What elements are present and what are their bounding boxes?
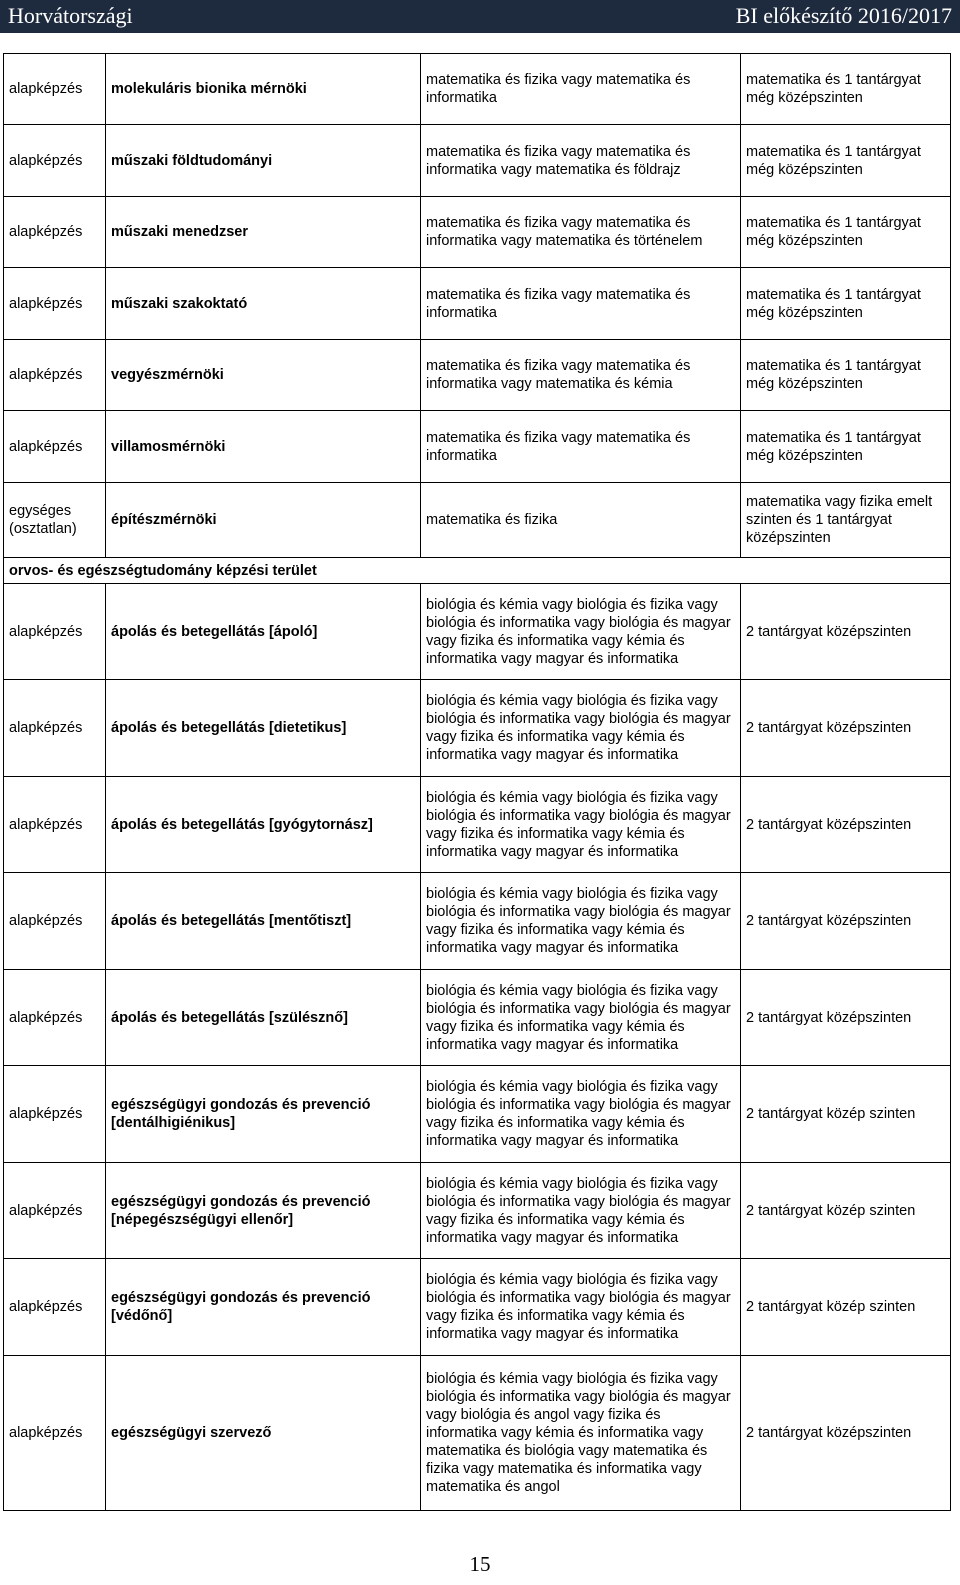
program-name-cell: egészségügyi szervező [106, 1356, 421, 1511]
subjects-cell: biológia és kémia vagy biológia és fizika vagy biológia és informatika vagy biológia és magyar vagy fizika és informatika vagy kémia és informatika vagy magyar és informatika [421, 1066, 741, 1163]
table-row [4, 197, 951, 268]
section-title: orvos- és egészségtudomány képzési terület [4, 558, 951, 584]
program-name-cell: villamosmérnöki [106, 411, 421, 483]
level-cell: alapképzés [4, 680, 106, 777]
page-number: 15 [469, 1552, 491, 1576]
subjects-cell: matematika és fizika vagy matematika és informatika [421, 268, 741, 340]
program-name-cell: ápolás és betegellátás [szülésznő] [106, 970, 421, 1066]
level-cell: alapképzés [4, 777, 106, 873]
program-name-cell: műszaki szakoktató [106, 268, 421, 340]
subjects-cell: biológia és kémia vagy biológia és fizika vagy biológia és informatika vagy biológia és magyar vagy fizika és informatika vagy kémia és informatika vagy magyar és informatika [421, 584, 741, 680]
program-name-cell: egészségügyi gondozás és prevenció [dentálhigiénikus] [106, 1066, 421, 1163]
level-cell: alapképzés [4, 1163, 106, 1259]
table-row [4, 483, 951, 558]
program-name-cell: molekuláris bionika mérnöki [106, 54, 421, 125]
table-row [4, 1356, 951, 1511]
table-row [4, 340, 951, 411]
requirement-cell: 2 tantárgyat közép szinten [741, 1163, 951, 1259]
requirement-cell: matematika és 1 tantárgyat még középszinten [741, 268, 951, 340]
requirement-cell: 2 tantárgyat közép szinten [741, 1066, 951, 1163]
program-name-cell: ápolás és betegellátás [gyógytornász] [106, 777, 421, 873]
level-cell: alapképzés [4, 340, 106, 411]
subjects-cell: matematika és fizika vagy matematika és informatika vagy matematika és történelem [421, 197, 741, 268]
requirement-cell: 2 tantárgyat középszinten [741, 1356, 951, 1511]
requirement-cell: matematika és 1 tantárgyat még középszinten [741, 411, 951, 483]
subjects-cell: matematika és fizika [421, 483, 741, 558]
subjects-cell: biológia és kémia vagy biológia és fizika vagy biológia és informatika vagy biológia és magyar vagy biológia és angol vagy fizika és informatika vagy kémia és informatika vagy matematika és biológia vagy matematika és fizika vagy matematika és informatika vagy matematika és angol [421, 1356, 741, 1511]
table-row [4, 54, 951, 125]
program-name-cell: építészmérnöki [106, 483, 421, 558]
level-cell: alapképzés [4, 1066, 106, 1163]
level-cell: alapképzés [4, 125, 106, 197]
subjects-cell: biológia és kémia vagy biológia és fizika vagy biológia és informatika vagy biológia és magyar vagy fizika és informatika vagy kémia és informatika vagy magyar és informatika [421, 1259, 741, 1356]
table-row [4, 680, 951, 777]
subjects-cell: matematika és fizika vagy matematika és informatika [421, 54, 741, 125]
requirement-cell: 2 tantárgyat középszinten [741, 777, 951, 873]
program-name-cell: ápolás és betegellátás [mentőtiszt] [106, 873, 421, 970]
section-row [4, 558, 951, 584]
header-right-title: BI előkészítő 2016/2017 [735, 3, 952, 28]
requirement-cell: matematika és 1 tantárgyat még középszinten [741, 197, 951, 268]
table-row [4, 873, 951, 970]
subjects-cell: matematika és fizika vagy matematika és informatika vagy matematika és kémia [421, 340, 741, 411]
table-row [4, 411, 951, 483]
requirement-cell: matematika vagy fizika emelt szinten és 1 tantárgyat középszinten [741, 483, 951, 558]
level-cell: alapképzés [4, 411, 106, 483]
program-name-cell: ápolás és betegellátás [dietetikus] [106, 680, 421, 777]
table-row [4, 268, 951, 340]
level-cell: alapképzés [4, 970, 106, 1066]
requirement-cell: matematika és 1 tantárgyat még középszinten [741, 125, 951, 197]
level-cell: alapképzés [4, 1259, 106, 1356]
level-cell: egységes (osztatlan) [4, 483, 106, 558]
requirement-cell: matematika és 1 tantárgyat még középszinten [741, 340, 951, 411]
requirement-cell: 2 tantárgyat középszinten [741, 873, 951, 970]
table-row [4, 584, 951, 680]
admission-table [3, 53, 951, 1511]
requirement-cell: 2 tantárgyat közép szinten [741, 1259, 951, 1356]
table-row [4, 125, 951, 197]
program-name-cell: ápolás és betegellátás [ápoló] [106, 584, 421, 680]
level-cell: alapképzés [4, 197, 106, 268]
table-row [4, 1066, 951, 1163]
level-cell: alapképzés [4, 1356, 106, 1511]
header-left-title: Horvátországi [8, 3, 133, 28]
table-row [4, 970, 951, 1066]
program-name-cell: egészségügyi gondozás és prevenció [népegészségügyi ellenőr] [106, 1163, 421, 1259]
requirement-cell: 2 tantárgyat középszinten [741, 970, 951, 1066]
level-cell: alapképzés [4, 584, 106, 680]
requirement-cell: 2 tantárgyat középszinten [741, 680, 951, 777]
table-row [4, 1259, 951, 1356]
program-name-cell: vegyészmérnöki [106, 340, 421, 411]
subjects-cell: biológia és kémia vagy biológia és fizika vagy biológia és informatika vagy biológia és magyar vagy fizika és informatika vagy kémia és informatika vagy magyar és informatika [421, 680, 741, 777]
table-row [4, 777, 951, 873]
table-row [4, 1163, 951, 1259]
requirement-cell: 2 tantárgyat középszinten [741, 584, 951, 680]
level-cell: alapképzés [4, 54, 106, 125]
subjects-cell: biológia és kémia vagy biológia és fizika vagy biológia és informatika vagy biológia és magyar vagy fizika és informatika vagy kémia és informatika vagy magyar és informatika [421, 970, 741, 1066]
page-header [0, 0, 960, 33]
program-name-cell: műszaki menedzser [106, 197, 421, 268]
subjects-cell: matematika és fizika vagy matematika és informatika vagy matematika és földrajz [421, 125, 741, 197]
level-cell: alapképzés [4, 873, 106, 970]
subjects-cell: matematika és fizika vagy matematika és informatika [421, 411, 741, 483]
subjects-cell: biológia és kémia vagy biológia és fizika vagy biológia és informatika vagy biológia és magyar vagy fizika és informatika vagy kémia és informatika vagy magyar és informatika [421, 873, 741, 970]
program-name-cell: egészségügyi gondozás és prevenció [védőnő] [106, 1259, 421, 1356]
subjects-cell: biológia és kémia vagy biológia és fizika vagy biológia és informatika vagy biológia és magyar vagy fizika és informatika vagy kémia és informatika vagy magyar és informatika [421, 777, 741, 873]
requirement-cell: matematika és 1 tantárgyat még középszinten [741, 54, 951, 125]
program-name-cell: műszaki földtudományi [106, 125, 421, 197]
subjects-cell: biológia és kémia vagy biológia és fizika vagy biológia és informatika vagy biológia és magyar vagy fizika és informatika vagy kémia és informatika vagy magyar és informatika [421, 1163, 741, 1259]
level-cell: alapképzés [4, 268, 106, 340]
